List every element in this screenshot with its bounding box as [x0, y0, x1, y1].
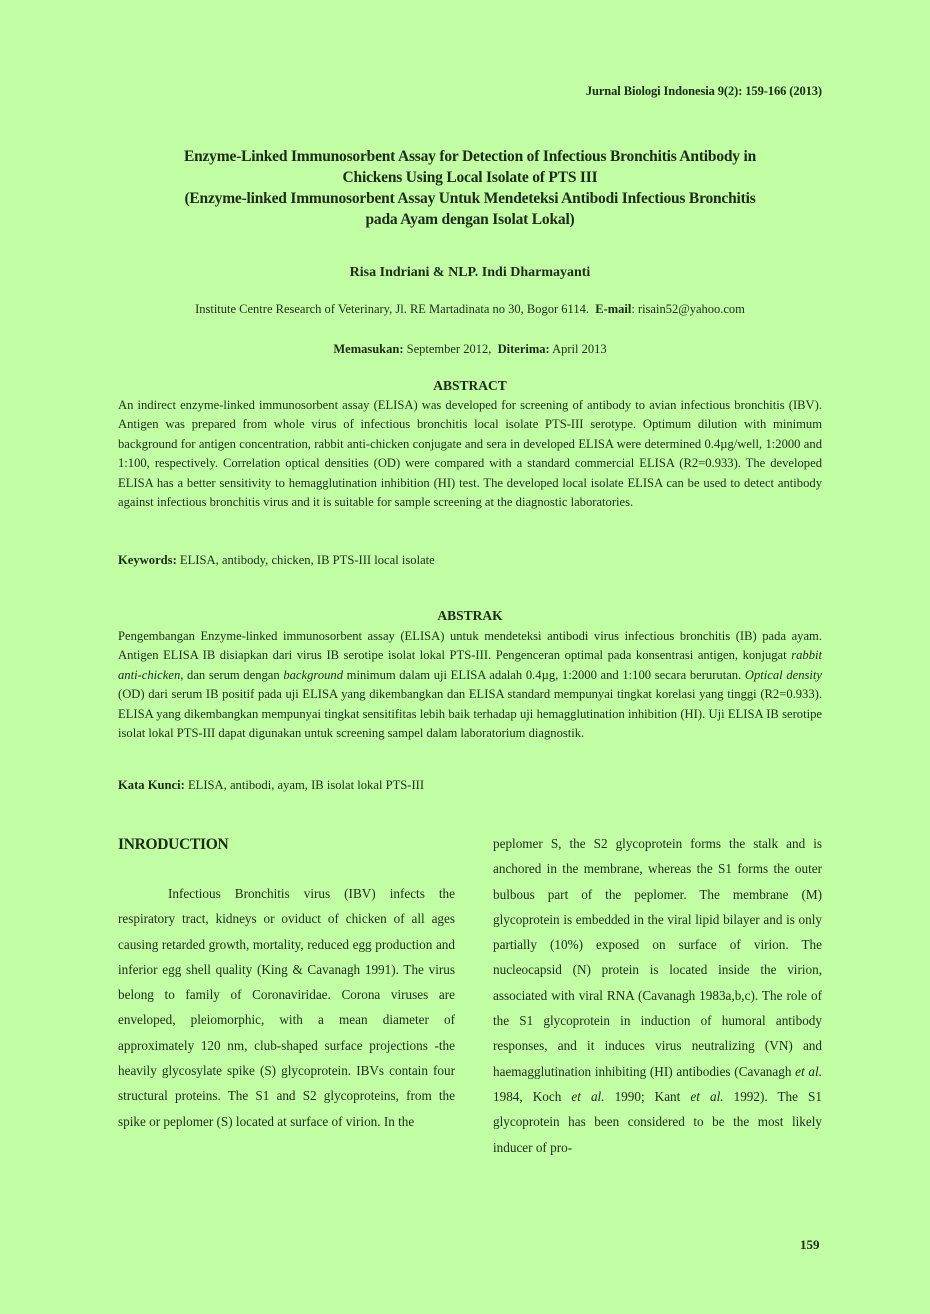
abstract-text: An indirect enzyme-linked immunosorbent assay (ELISA) was developed for screening of antibody to avian infectious bronchitis (IBV). Antigen was prepared from whole virus of infectious bronchitis local isolate PTS-III serotype. Optimum dilution with minimum background for antigen concentration, rabbit anti-chicken conjugate and sera in developed ELISA were determined 0.4µg/well, 1:2000 and 1:100, respectively. Correlation optical densities (OD) were compared with a standard commercial ELISA (R2=0.933). The developed ELISA has a better sensitivity to hemagglutination inhibition (HI) test. The developed local isolate ELISA can be used to detect antibody against infectious bronchitis virus and it is suitable for sample screening at the diagnostic laboratories. — [118, 398, 822, 510]
abstrak-italic-term: background — [283, 667, 344, 682]
abstract-heading: ABSTRACT — [433, 378, 507, 393]
et-al: et al. — [690, 1088, 724, 1104]
title-line: (Enzyme-linked Immunosorbent Assay Untuk Mendeteksi Antibodi Infectious Bronchitis — [184, 190, 756, 207]
et-al: et al. — [571, 1088, 605, 1104]
abstrak-text-part: Pengembangan Enzyme-linked immunosorbent assay (ELISA) untuk mendeteksi antibodi virus infectious bronchitis (IB) pada ayam. Antigen ELISA IB disiapkan dari virus IB serotipe isolat lokal PTS-III. Pengenceran optimal pada konsentrasi antigen, konjugat — [118, 629, 822, 663]
affiliation — [118, 302, 822, 317]
abstrak-text — [118, 627, 822, 743]
kata-kunci — [118, 778, 822, 793]
page-number: 159 — [800, 1237, 820, 1252]
intro-text-part: 1984, Koch — [493, 1088, 572, 1104]
intro-text-part: 1992). The S1 glycoprotein has been considered to be the most likely inducer of pro- — [493, 1088, 822, 1155]
keywords — [118, 553, 822, 568]
introduction-left-column: Infectious Bronchitis virus (IBV) infects the respiratory tract, kidneys or oviduct of chicken of all ages causing retarded growth, mortality, reduced egg production and inferior egg shell quality (King & Cavanagh 1991). The virus belong to family of Coronaviridae. Corona viruses are enveloped, pleiomorphic, with a mean diameter of approximately 120 nm, club-shaped surface projections -the heavily glycosylate spike (S) glycoprotein. IBVs contain four structural proteins. The S1 and S2 glycoproteins, from the spike or peplomer (S) located at surface of virion. In the — [118, 886, 455, 1129]
journal-reference: Jurnal Biologi Indonesia 9(2): 159-166 (2013) — [585, 84, 822, 98]
abstrak-italic-term: rabbit anti-chicken — [118, 648, 822, 682]
abstrak-text-part: , dan serum dengan — [180, 667, 284, 682]
keywords-list: ELISA, antibody, chicken, IB PTS-III local isolate — [176, 553, 435, 567]
received-label: Memasukan: — [333, 342, 404, 356]
intro-text-part: 1990; Kant — [604, 1088, 691, 1104]
intro-text-part: peplomer S, the S2 glycoprotein forms the stalk and is anchored in the membrane, whereas the S1 forms the outer bulbous part of the peplomer. The membrane (M) glycoprotein is embedded in the viral lipid bilayer and is only partially (10%) exposed on surface of virion. The nucleocapsid (N) protein is located inside the virion, associated with viral RNA (Cavanagh 1983a,b,c). The role of the S1 glycoprotein in induction of humoral antibody responses, and it induces virus neutralizing (VN) and haemagglutination inhibiting (HI) antibodies (Cavanagh — [493, 836, 822, 1079]
abstrak-text-part: minimum dalam uji ELISA adalah 0.4µg, 1:2000 and 1:100 secara berurutan. — [343, 667, 745, 682]
title-line: Chickens Using Local Isolate of PTS III — [342, 169, 598, 186]
kata-kunci-list: ELISA, antibodi, ayam, IB isolat lokal PTS-III — [184, 778, 425, 792]
institution: Institute Centre Research of Veterinary, Jl. RE Martadinata no 30, Bogor 6114. — [195, 302, 589, 316]
email-address[interactable]: : risain52@yahoo.com — [631, 302, 745, 316]
introduction-right-column — [493, 831, 822, 1160]
et-al: et al. — [795, 1063, 822, 1079]
accepted-date: April 2013 — [549, 342, 607, 356]
accepted-label: Diterima: — [497, 342, 550, 356]
introduction-heading: INRODUCTION — [118, 836, 229, 853]
kata-kunci-label: Kata Kunci: — [118, 778, 185, 792]
email-label: E-mail — [595, 302, 632, 316]
submission-dates — [118, 342, 822, 357]
abstrak-text-part: (OD) dari serum IB positif pada uji ELISA yang dikembangkan dan ELISA standard mempunyai tingkat korelasi yang tinggi (R2=0.933). ELISA yang dikembangkan mempunyai tingkat sensitifitas lebih baik terhadap uji hemagglutination inhibition (HI). Uji ELISA IB serotipe isolat lokal PTS-III dapat digunakan untuk screening sampel dalam laboratorium diagnostik. — [118, 687, 822, 741]
abstrak-italic-term: Optical density — [744, 667, 822, 682]
keywords-label: Keywords: — [118, 553, 177, 567]
article-title — [112, 146, 828, 230]
title-line: pada Ayam dengan Isolat Lokal) — [365, 211, 575, 228]
abstrak-heading: ABSTRAK — [437, 608, 503, 623]
title-line: Enzyme-Linked Immunosorbent Assay for Detection of Infectious Bronchitis Antibody in — [183, 148, 757, 165]
authors: Risa Indriani & NLP. Indi Dharmayanti — [349, 265, 591, 280]
received-date: September 2012, — [403, 342, 492, 356]
